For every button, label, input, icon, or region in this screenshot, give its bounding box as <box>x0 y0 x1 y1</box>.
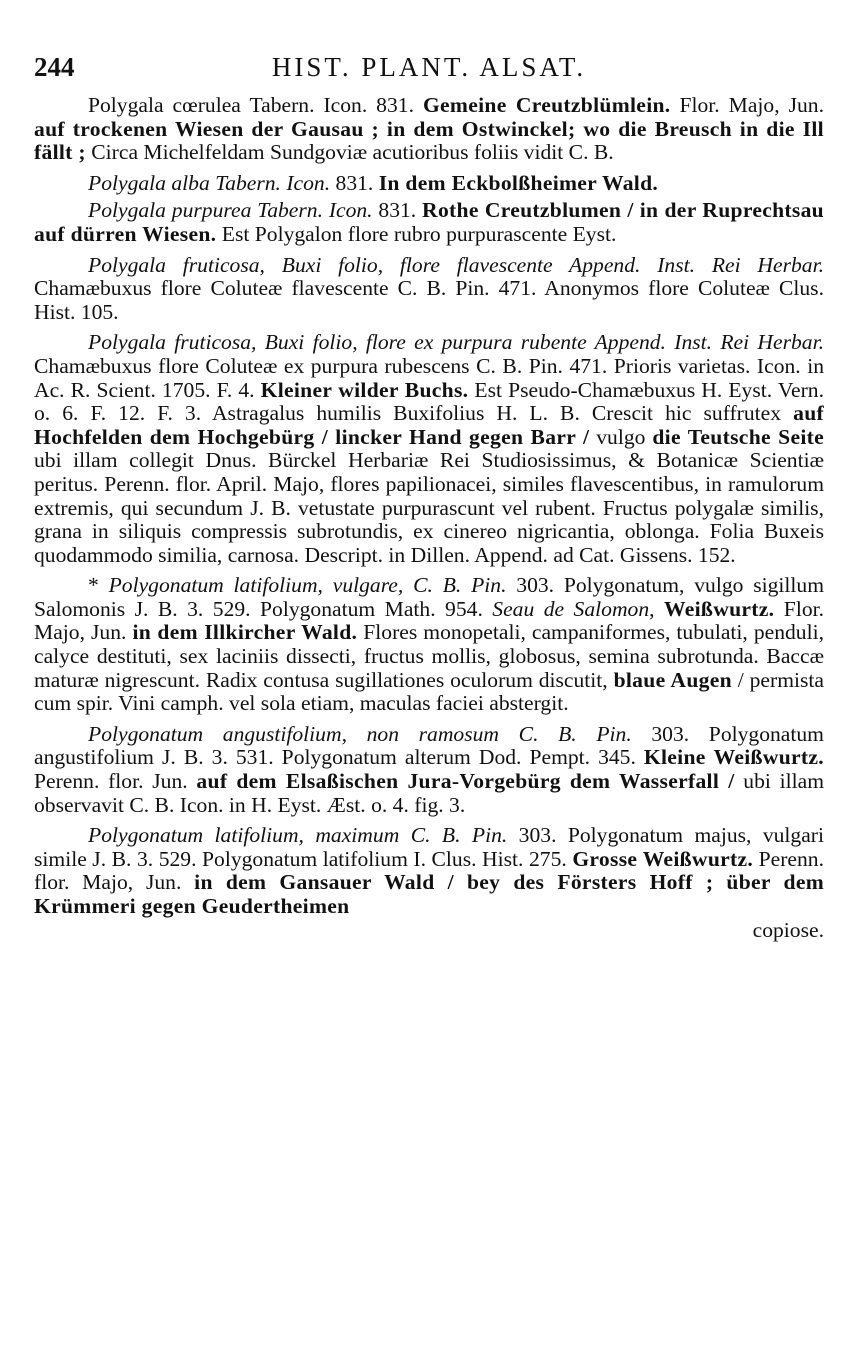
latin-text: Circa Michelfeldam Sundgoviæ acutioribus foliis vidit C. B. <box>85 140 614 165</box>
latin-text: Flor. Majo, Jun. <box>670 93 824 117</box>
latin-text: , <box>649 596 664 621</box>
german-text: auf dem Elsaßischen Jura-Vorgebürg dem Wasserfall / <box>196 769 735 794</box>
running-head: HIST. PLANT. ALSAT. <box>271 52 587 82</box>
german-text: blaue Augen <box>613 667 732 692</box>
plant-entry <box>34 94 824 165</box>
latin-text: Perenn. flor. Majo, Jun. <box>34 846 824 895</box>
latin-text: 831. <box>330 170 379 195</box>
german-text: Grosse Weißwurtz. <box>572 846 754 871</box>
plant-entry <box>34 331 824 567</box>
latin-name-italic: Seau de Salomon <box>492 596 650 621</box>
latin-name-italic: Polygala fruticosa, Buxi folio, flore ex purpura rubente Append. Inst. Rei Herbar. <box>88 330 824 355</box>
latin-text: ubi illam collegit Dnus. Bürckel Herbariæ Rei Studiosissimus, & Botanicæ Scientiæ peritus. Perenn. flor. April. Majo, flores papilionacei, similes flavescentibus, in ramulorum extremis, qui secundum J. B. vetustate purpurascunt vel rubent. Fructus polygalæ similis, grana in siliquis compressis subrotundis, ex cinereo nigricantia, oblonga. Folia Buxeis quodammodo similia, carnosa. Descript. in Dillen. Append. ad Cat. Gissens. 152. <box>34 448 824 567</box>
latin-name-italic: Polygala alba Tabern. Icon. <box>88 170 331 195</box>
page-body <box>34 94 824 919</box>
latin-text: 831. <box>372 198 423 223</box>
latin-text: 303. Polygonatum, vulgo sigillum Salomonis J. B. 3. 529. Polygonatum Math. 954. <box>34 573 824 621</box>
page-number: 244 <box>34 52 75 82</box>
german-text: Kleiner wilder Buchs. <box>260 377 469 402</box>
plant-entry <box>34 172 824 196</box>
plant-entry <box>34 723 824 817</box>
german-text: in dem Illkircher Wald. <box>132 620 358 645</box>
plant-entry <box>34 199 824 246</box>
latin-name-italic: Polygala purpurea Tabern. Icon. <box>88 198 373 223</box>
latin-name-italic: Polygala fruticosa, Buxi folio, flore flavescente Append. Inst. Rei Herbar. <box>88 252 824 277</box>
latin-text: Chamæbuxus flore Coluteæ ex purpura rubescens C. B. Pin. 471. Prioris varietas. Icon. in Ac. R. Scient. 1705. F. 4. <box>34 353 824 402</box>
page-header <box>34 48 824 94</box>
latin-text: Chamæbuxus flore Coluteæ flavescente C. B. Pin. 471. Anonymos flore Coluteæ Clus. Hist. 105. <box>34 276 824 324</box>
german-text: auf trockenen Wiesen der Gausau ; in dem Ostwinckel; wo die Breusch in die Ill fällt ; <box>34 116 824 165</box>
latin-text: 303. Polygonatum majus, vulgari simile J. B. 3. 529. Polygonatum latifolium I. Clus. Hist. 275. <box>34 823 824 871</box>
german-text: in dem Gansauer Wald / bey des Försters Hoff ; über dem Krümmeri gegen Geudertheimen <box>34 870 824 918</box>
german-text: Rothe Creutzblumen / in der Ruprechtsau auf dürren Wiesen. <box>34 198 824 246</box>
latin-text: Est Polygalon flore rubro purpurascente Eyst. <box>216 221 617 246</box>
latin-text: * <box>88 573 109 598</box>
latin-text: vulgo <box>589 424 653 449</box>
latin-text: Flores monopetali, campaniformes, tubulati, penduli, calyce destituti, sex laciniis dissecti, fructus mollis, globosus, semina subrotunda. Baccæ maturæ nigrescunt. Radix contusa sugillationes oculorum discutit, <box>34 620 824 692</box>
latin-text: Est Pseudo-Chamæbuxus H. Eyst. Vern. o. 6. F. 12. F. 3. Astragalus humilis Buxifolius H. L. B. Crescit hic suffrutex <box>34 377 824 426</box>
german-text: Weißwurtz. <box>664 596 775 621</box>
plant-entry <box>34 254 824 325</box>
latin-name-italic: Polygonatum latifolium, vulgare, C. B. Pin. <box>108 573 507 598</box>
german-text: die Teutsche Seite <box>652 424 824 449</box>
german-text: In dem Eckbolßheimer Wald. <box>378 170 659 195</box>
german-text: Kleine Weißwurtz. <box>643 745 824 770</box>
latin-text: Polygala cœrulea Tabern. Icon. 831. <box>88 93 423 117</box>
plant-entry <box>34 574 824 716</box>
german-text: auf Hochfelden dem Hochgebürg / lincker Hand gegen Barr / <box>34 401 824 449</box>
latin-name-italic: Polygonatum angustifolium, non ramosum C. B. Pin. <box>88 721 632 746</box>
latin-text: ubi illam observavit C. B. Icon. in H. Eyst. Æst. o. 4. fig. 3. <box>34 769 824 817</box>
latin-name-italic: Polygonatum latifolium, maximum C. B. Pin. <box>88 823 508 848</box>
latin-text: Flor. Majo, Jun. <box>34 596 825 645</box>
catchword: copiose. <box>752 917 824 942</box>
latin-text: / permista cum spir. Vini camph. vel sola etiam, maculas faciei abstergit. <box>34 667 824 716</box>
latin-text: Perenn. flor. Jun. <box>34 769 197 794</box>
german-text: Gemeine Creutzblümlein. <box>422 93 671 117</box>
plant-entry <box>34 824 824 918</box>
latin-text: 303. Polygonatum angustifolium J. B. 3. 531. Polygonatum alterum Dod. Pempt. 345. <box>34 721 824 770</box>
